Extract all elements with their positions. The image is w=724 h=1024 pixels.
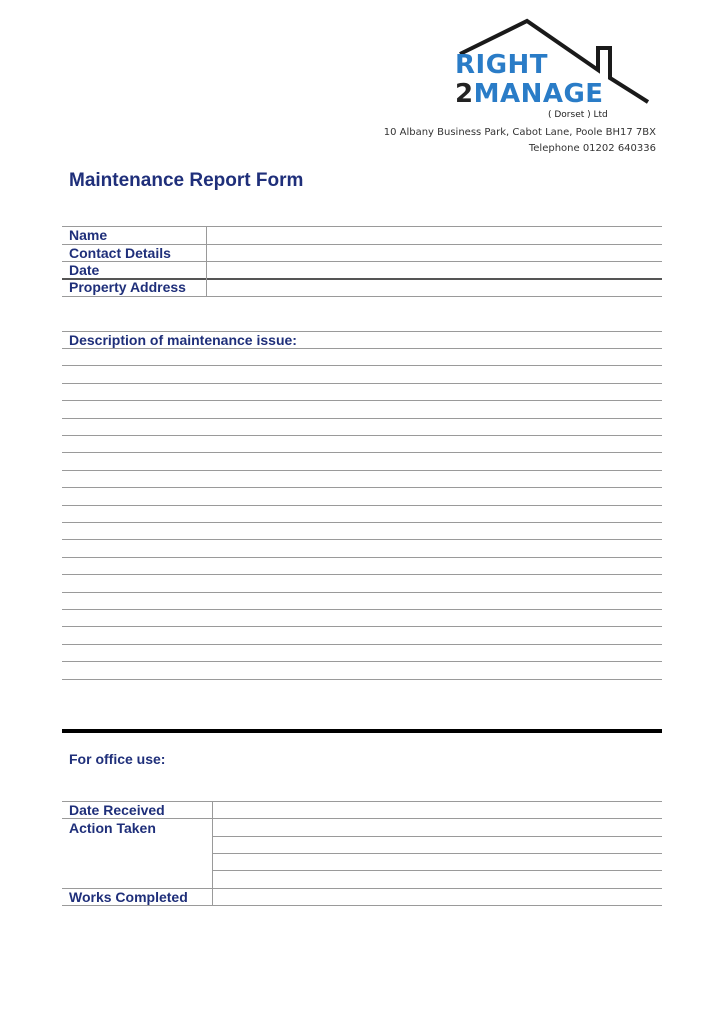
ruled-line [62, 661, 662, 662]
divider [62, 296, 662, 297]
ruled-line [62, 539, 662, 540]
ruled-line [62, 470, 662, 471]
action-taken-field[interactable] [214, 820, 662, 886]
page-title: Maintenance Report Form [69, 170, 304, 191]
works-completed-field[interactable] [214, 889, 662, 905]
date-field[interactable] [208, 262, 662, 278]
logo-text-right: RIGHT [455, 50, 549, 80]
divider [62, 348, 662, 349]
ruled-line [62, 592, 662, 593]
ruled-line [62, 400, 662, 401]
date-received-field[interactable] [214, 802, 662, 818]
property-address-label: Property Address [69, 279, 186, 295]
contact-details-field[interactable] [208, 245, 662, 261]
name-label: Name [69, 227, 108, 243]
company-contact [384, 125, 656, 157]
ruled-line [62, 626, 662, 627]
logo-suffix: ( Dorset ) Ltd [548, 110, 608, 120]
ruled-line [62, 522, 662, 523]
company-telephone: Telephone 01202 640336 [528, 143, 656, 154]
ruled-line [62, 435, 662, 436]
ruled-line [62, 505, 662, 506]
ruled-line [62, 452, 662, 453]
works-completed-label: Works Completed [69, 889, 188, 905]
column-divider [206, 226, 207, 296]
office-use-heading: For office use: [69, 751, 166, 767]
ruled-line [62, 487, 662, 488]
section-separator [62, 729, 662, 733]
ruled-line [62, 679, 662, 680]
ruled-line [62, 644, 662, 645]
name-field[interactable] [208, 227, 662, 243]
logo-text-manage [455, 80, 604, 108]
ruled-line [62, 557, 662, 558]
column-divider [212, 801, 213, 905]
ruled-line [62, 574, 662, 575]
ruled-line [62, 383, 662, 384]
action-taken-label: Action Taken [69, 820, 156, 836]
ruled-line [62, 365, 662, 366]
company-address: 10 Albany Business Park, Cabot Lane, Poole BH17 7BX [383, 127, 656, 138]
contact-details-label: Contact Details [69, 245, 171, 261]
ruled-line [62, 418, 662, 419]
ruled-line [62, 609, 662, 610]
property-address-field[interactable] [208, 279, 662, 295]
description-label: Description of maintenance issue: [69, 332, 297, 348]
date-received-label: Date Received [69, 802, 165, 818]
date-label: Date [69, 262, 100, 278]
logo-text-manage-word: MANAGE [473, 79, 604, 109]
logo-text-2: 2 [455, 79, 474, 109]
